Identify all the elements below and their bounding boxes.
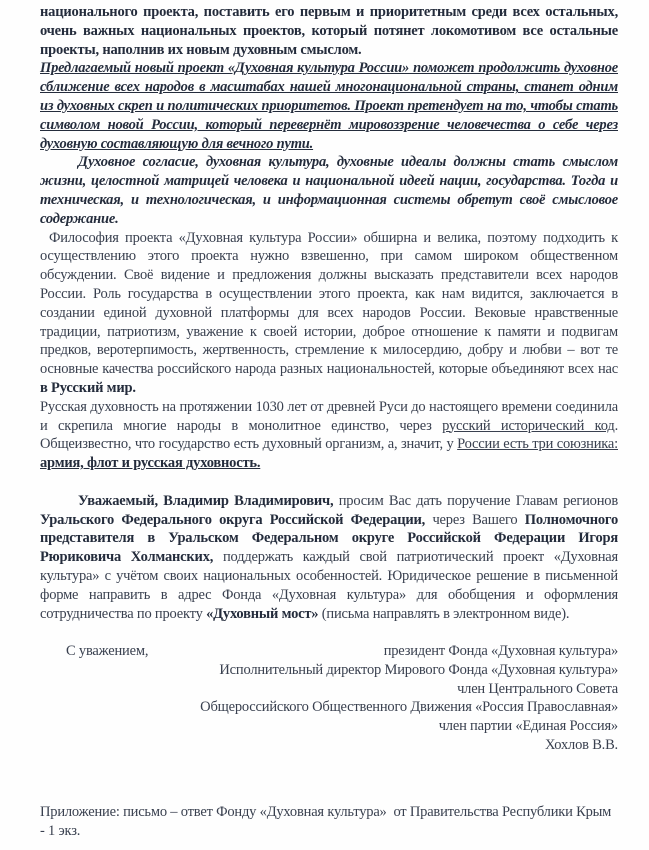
signature-line: Исполнительный директор Мирового Фонда «Духовная культура» [219,661,618,678]
paragraph-proposed-project: Предлагаемый новый проект «Духовная культура России» поможет продолжить духовное сближение всех народов в масштабах нашей многонациональной страны, станет одним из духовных скреп и политических приоритетов. Проект претендует на то, чтобы стать символом новой России, который перевернёт мировоззрение человечества о себе через духовную составляющую для вечного пути. [40,60,618,152]
paragraph-russian-spirituality: Русская духовность на протяжении 1030 лет от древней Руси до настоящего времени соединила и скрепила многие народы в монолитное единство, через русский исторический код. Общеизвестно, что государство есть духовный организм, а, значит, у России есть три союзника: армия, флот и русская духовность. [40,398,618,472]
attachment-note: Приложение: письмо – ответ Фонду «Духовная культура» от Правительства Республики Крым - 1 экз. [40,803,625,839]
blank-line [40,623,618,642]
signature-line: член партии «Единая Россия» [438,718,618,735]
paragraph-philosophy: Философия проекта «Духовная культура России» обширна и велика, поэтому подходить к осуществлению этого проекта нужно взвешенно, при самом широком общественном обсуждении. Своё видение и предложения должны высказать представители всех народов России. Роль государства в осуществлении этого проекта, как нам видится, заключается в создании единой духовной платформы для всех народов России. Вековые нравственные традиции, патриотизм, уважение к своей истории, доброе отношение к памяти и подвигам предков, веротерпимость, жертвенность, стремление к милосердию, добру и любви – вот те основные качества российского народа разных национальностей, которые объединяют всех нас в Русский мир. [40,229,618,396]
signature-line: Общероссийского Общественного Движения «Россия Православная» [200,699,618,716]
signature-first-row [40,642,618,661]
paragraph-appeal: Уважаемый, Владимир Владимирович, просим Вас дать поручение Главам регионов Уральского Федерального округа Российской Федерации, через Вашего Полномочного представителя в Уральском Федеральном округе Российской Федерации Игоря Рюриковича Холманских, поддержать каждый свой патриотический проект «Духовная культура» с учётом своих национальных особенностей. Юридическое решение в письменной форме направить в адрес Фонда «Духовная культура» для обобщения и оформления сотрудничества по проекту «Духовный мост» (письма направлять в электронном виде). [40,492,618,622]
document-body [40,3,625,840]
signature-line: президент Фонда «Духовная культура» [383,643,618,660]
blank-line [40,473,618,492]
paragraph-spiritual-accord: Духовное согласие, духовная культура, духовные идеалы должны стать смыслом жизни, целостной матрицей человека и национальной идеей нации, государства. Тогда и техническая, и технологическая, и информационная системы обретут своё смысловое содержание. [40,154,618,227]
document-paragraphs [40,3,618,642]
signature-block [40,642,618,755]
signature-line: член Центрального Совета [457,680,618,697]
signature-closing: С уважением, [66,643,149,660]
signature-lines [40,661,618,755]
paragraph-national-project: национального проекта, поставить его первым и приоритетным среди всех остальных, очень важных национальных проектов, который потянет локомотивом все остальные проекты, наполнив их новым духовным смыслом. [40,4,618,58]
signature-line: Хохлов В.В. [544,737,618,754]
